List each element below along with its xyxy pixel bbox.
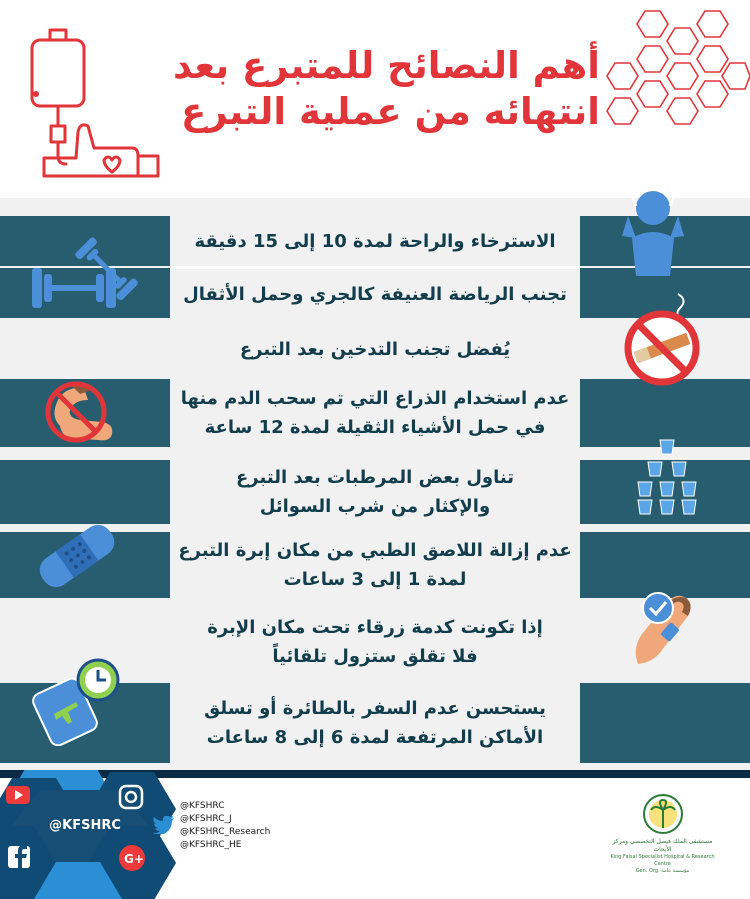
hospital-logo (610, 794, 715, 875)
tip-drinks-line-2: والإكثار من شرب السوائل (259, 496, 491, 517)
account-handle[interactable]: @KFSHRC_Research (180, 827, 271, 837)
bandage-icon (32, 516, 122, 596)
water-cups-icon (632, 438, 702, 518)
svg-text:G+: G+ (124, 852, 144, 866)
tips-panel (0, 198, 750, 770)
tip-bruise-line-1: إذا تكونت كدمة زرقاء تحت مكان الإبرة (207, 617, 543, 638)
account-handle[interactable]: @KFSHRC_HE (180, 840, 242, 850)
page-title-line-2: انتهائه من عملية التبرع (181, 90, 600, 133)
footer-handle[interactable]: @KFSHRC (49, 818, 121, 833)
travel-clock-icon (32, 656, 132, 746)
twitter-icon[interactable] (152, 816, 174, 834)
logo-english-name: King Faisal Specialist Hospital & Research Centre (610, 854, 715, 867)
page-title-line-1: أهم النصائح للمتبرع بعد (172, 44, 600, 87)
tip-bruise (170, 606, 580, 678)
account-handle[interactable]: @KFSHRC (180, 801, 225, 811)
no-arm-lifting-icon (40, 376, 120, 446)
tip-drinks-line-1: تناول بعض المرطبات بعد التبرع (236, 467, 514, 488)
relax-person-icon (608, 186, 698, 276)
tip-arm (170, 379, 580, 447)
arm-check-icon (628, 588, 698, 668)
tip-drinks (170, 460, 580, 524)
tip-relax-text: الاسترخاء والراحة لمدة 10 إلى 15 دقيقة (194, 230, 556, 252)
tip-smoking (170, 325, 580, 373)
logo-org: Gen. Org. مؤسسة عامة (635, 868, 690, 874)
tip-bandage (170, 532, 580, 598)
tip-travel-line-1: يستحسن عدم السفر بالطائرة أو تسلق (204, 698, 546, 719)
tip-bandage-line-1: عدم إزالة اللاصق الطبي من مكان إبرة التبرع (178, 540, 572, 561)
no-smoking-icon (618, 290, 708, 390)
tip-exercise (170, 266, 580, 319)
tip-arm-line-1: عدم استخدام الذراع التي تم سحب الدم منها (180, 388, 570, 409)
tip-travel (170, 683, 580, 763)
social-accounts-list (180, 800, 270, 852)
logo-arabic-name: مستشفى الملك فيصل التخصصي ومركز الأبحاث (612, 838, 713, 853)
dumbbells-icon (18, 226, 148, 316)
account-handle[interactable]: @KFSHRC_J (180, 814, 232, 824)
tip-bruise-line-2: فلا تقلق ستزول تلقائياً (272, 646, 478, 667)
tip-smoking-text: يُفضل تجنب التدخين بعد التبرع (239, 338, 511, 360)
tip-travel-line-2: الأماكن المرتفعة لمدة 6 إلى 8 ساعات (206, 727, 544, 748)
tip-arm-line-2: في حمل الأشياء الثقيلة لمدة 12 ساعة (204, 417, 546, 438)
tip-exercise-text: تجنب الرياضة العنيفة كالجري وحمل الأثقال (183, 283, 567, 305)
social-hexagons (0, 770, 200, 899)
header (0, 0, 750, 198)
tip-bandage-line-2: لمدة 1 إلى 3 ساعات (283, 569, 467, 590)
footer (0, 770, 750, 899)
hexagon-pattern-icon (600, 6, 750, 136)
palm-emblem-icon (643, 794, 683, 834)
tip-relax (170, 216, 580, 266)
